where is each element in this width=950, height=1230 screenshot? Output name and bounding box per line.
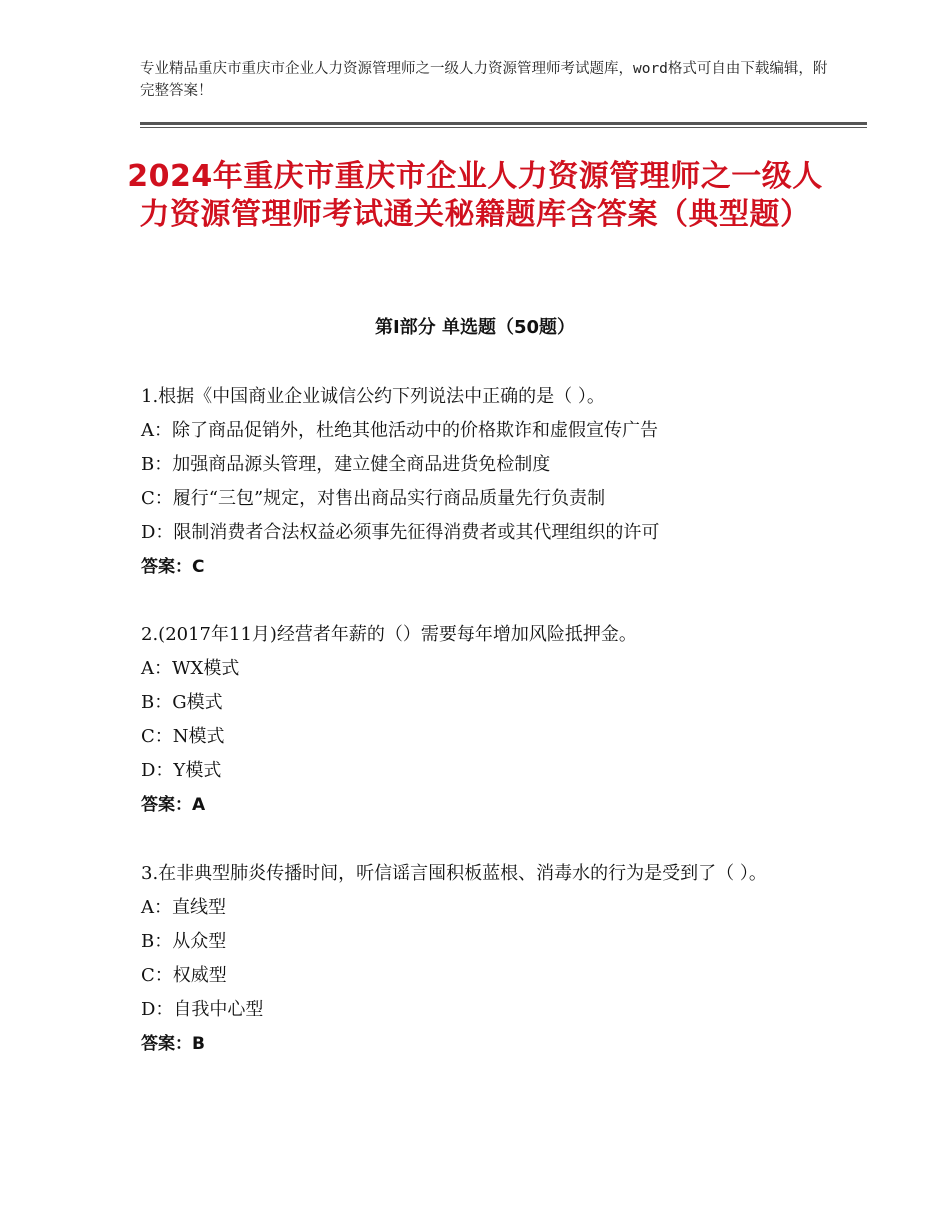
option-b: B：从众型 — [141, 931, 227, 952]
question-1 — [141, 380, 813, 584]
option-a: A：除了商品促销外，杜绝其他活动中的价格欺诈和虚假宣传广告 — [141, 420, 658, 441]
answer: 答案：A — [141, 795, 206, 815]
document-title: 2024年重庆市重庆市企业人力资源管理师之一级人力资源管理师考试通关秘籍题库含答案（典型题） — [127, 159, 823, 232]
question-text: 1.根据《中国商业企业诚信公约下列说法中正确的是（ ）。 — [141, 386, 605, 407]
answer: 答案：C — [141, 557, 205, 577]
question-3 — [141, 857, 813, 1061]
option-d: D：限制消费者合法权益必须事先征得消费者或其代理组织的许可 — [141, 522, 660, 543]
answer: 答案：B — [141, 1034, 205, 1054]
option-c: C：权威型 — [141, 965, 227, 986]
question-2 — [141, 618, 813, 822]
header-note: 专业精品重庆市重庆市企业人力资源管理师之一级人力资源管理师考试题库，word格式可自由下载编辑，附完整答案！ — [140, 61, 828, 99]
header-divider-thick — [140, 122, 867, 125]
option-c: C：履行“三包”规定，对售出商品实行商品质量先行负责制 — [141, 488, 606, 509]
question-text: 3.在非典型肺炎传播时间，听信谣言囤积板蓝根、消毒水的行为是受到了（ ）。 — [141, 863, 767, 884]
section-title: 第Ⅰ部分 单选题（50题） — [374, 317, 575, 338]
option-d: D：Y模式 — [141, 760, 222, 781]
question-text: 2.(2017年11月)经营者年薪的（）需要每年增加风险抵押金。 — [141, 624, 637, 645]
header-divider-thin — [140, 127, 867, 128]
option-a: A：直线型 — [141, 897, 226, 918]
option-d: D：自我中心型 — [141, 999, 264, 1020]
option-b: B：G模式 — [141, 692, 223, 713]
option-a: A：WX模式 — [141, 658, 240, 679]
option-c: C：N模式 — [141, 726, 225, 747]
option-b: B：加强商品源头管理，建立健全商品进货免检制度 — [141, 454, 551, 475]
